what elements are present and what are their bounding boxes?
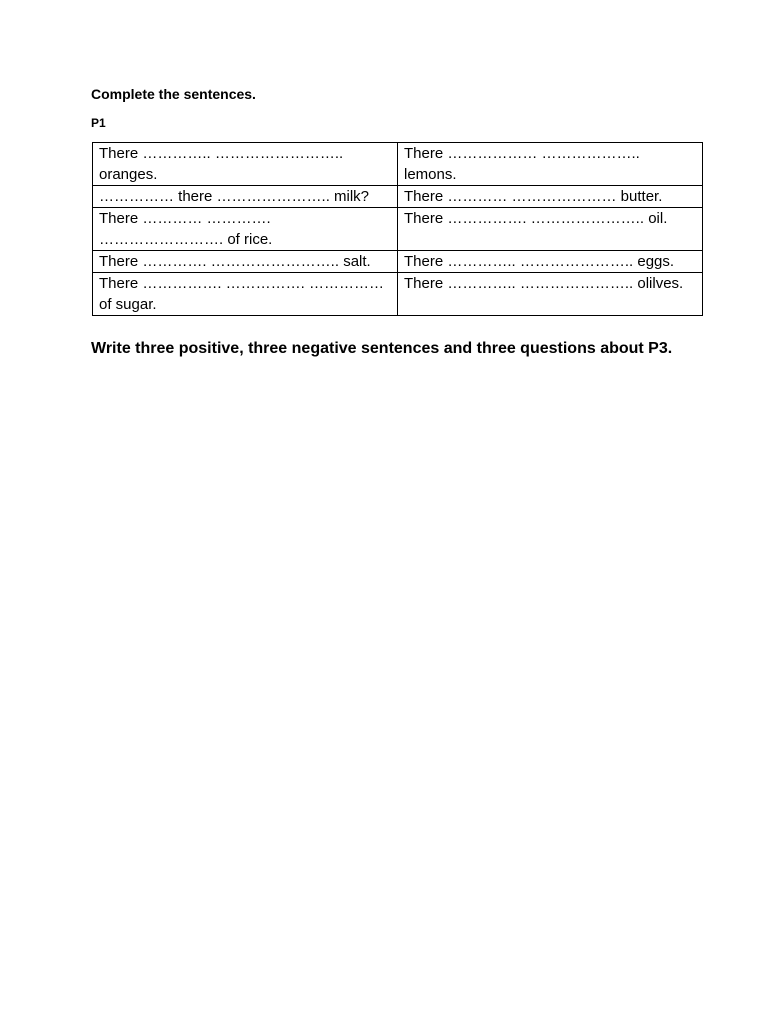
table-row [93, 208, 703, 251]
table-row [93, 251, 703, 273]
table-row [93, 143, 703, 186]
table-cell [398, 143, 703, 186]
table-cell [398, 273, 703, 316]
cell-text: There ……………… ……………….. lemons. [404, 145, 640, 183]
table-row [93, 273, 703, 316]
table-row [93, 186, 703, 208]
table-cell [398, 186, 703, 208]
table-cell [93, 251, 398, 273]
table-cell [93, 186, 398, 208]
cell-text: There ………… …………. ……………………. of rice. [99, 210, 273, 248]
cell-text: …………… there ………………….. milk? [99, 188, 370, 205]
cell-text: There ……………. ……………. …………… of sugar. [99, 275, 385, 313]
table-cell [398, 208, 703, 251]
instruction-heading: Complete the sentences. [91, 86, 256, 102]
cell-text: There …………. …………………….. salt. [99, 253, 371, 270]
table-cell [93, 143, 398, 186]
cell-text: There ………….. ………………….. olilves. [404, 275, 684, 292]
section-label-p1: P1 [91, 116, 106, 130]
cell-text: There ………….. …………………….. oranges. [99, 145, 344, 183]
writing-task: Write three positive, three negative sentences and three questions about P3. [91, 340, 673, 357]
cell-text: There ………… ………………… butter. [404, 188, 663, 205]
cell-text: There ………….. ………………….. eggs. [404, 253, 675, 270]
table-cell [398, 251, 703, 273]
cell-text: There ……………. ………………….. oil. [404, 210, 668, 227]
table-cell [93, 208, 398, 251]
table-cell [93, 273, 398, 316]
exercise-table [92, 142, 703, 316]
